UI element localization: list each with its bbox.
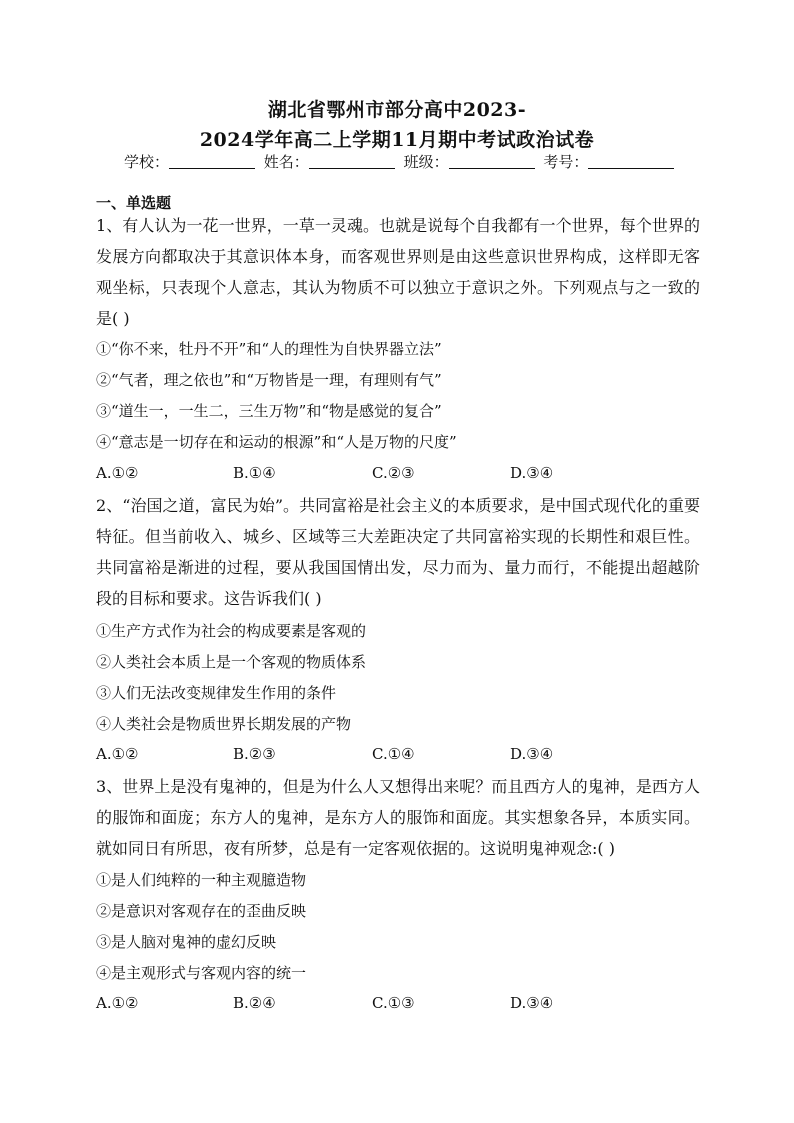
question-3-option-3: ③是人脑对鬼神的虚幻反映 bbox=[96, 933, 277, 951]
school-blank[interactable] bbox=[169, 154, 255, 169]
question-1-answer-b[interactable]: B.①④ bbox=[233, 464, 276, 482]
question-2-option-1: ①生产方式作为社会的构成要素是客观的 bbox=[96, 622, 367, 640]
question-3-option-4: ④是主观形式与客观内容的统一 bbox=[96, 964, 307, 982]
question-1-option-3: ③“道生一，一生二，三生万物”和“物是感觉的复合” bbox=[96, 402, 442, 420]
class-blank[interactable] bbox=[449, 154, 535, 169]
student-info-fields bbox=[124, 151, 684, 172]
question-2-answer-a[interactable]: A.①② bbox=[96, 745, 139, 763]
exam-number-blank[interactable] bbox=[588, 154, 674, 169]
question-3-answer-d[interactable]: D.③④ bbox=[510, 994, 554, 1012]
name-blank[interactable] bbox=[309, 154, 395, 169]
question-1-answer-c[interactable]: C.②③ bbox=[372, 464, 415, 482]
class-label: 班级： bbox=[403, 153, 449, 171]
question-3-answer-b[interactable]: B.②④ bbox=[233, 994, 276, 1012]
question-3-stem: 3、世界上是没有鬼神的，但是为什么人又想得出来呢？而且西方人的鬼神，是西方人的服饰和面庞；东方人的鬼神，是东方人的服饰和面庞。其实想象各异，本质实同。就如同日有所思，夜有所梦，总是有一定客观依据的。这说明鬼神观念:( ) bbox=[96, 777, 700, 858]
question-2-option-3: ③人们无法改变规律发生作用的条件 bbox=[96, 684, 337, 702]
question-1-answer-a[interactable]: A.①② bbox=[96, 464, 139, 482]
exam-title-line1: 湖北省鄂州市部分高中2023- bbox=[267, 99, 527, 121]
question-2-answer-d[interactable]: D.③④ bbox=[510, 745, 554, 763]
question-1-option-1: ①“你不来，牡丹不开”和“人的理性为自快界器立法” bbox=[96, 340, 442, 358]
question-2-option-2: ②人类社会本质上是一个客观的物质体系 bbox=[96, 653, 367, 671]
school-label: 学校： bbox=[124, 153, 170, 171]
question-2-answer-b[interactable]: B.②③ bbox=[233, 745, 276, 763]
question-3-option-2: ②是意识对客观存在的歪曲反映 bbox=[96, 902, 307, 920]
question-1-answer-d[interactable]: D.③④ bbox=[510, 464, 554, 482]
question-2-option-4: ④人类社会是物质世界长期发展的产物 bbox=[96, 715, 352, 733]
exam-title-line2: 2024学年高二上学期11月期中考试政治试卷 bbox=[199, 129, 595, 151]
section-heading: 一、单选题 bbox=[96, 194, 172, 212]
question-2-answer-c[interactable]: C.①④ bbox=[372, 745, 415, 763]
exam-number-label: 考号： bbox=[543, 153, 589, 171]
question-3-answer-a[interactable]: A.①② bbox=[96, 994, 139, 1012]
question-3-answer-c[interactable]: C.①③ bbox=[372, 994, 415, 1012]
question-1-option-2: ②“气者，理之依也”和“万物皆是一理，有理则有气” bbox=[96, 371, 442, 389]
name-label: 姓名： bbox=[263, 153, 309, 171]
question-2-stem: 2、“治国之道，富民为始”。共同富裕是社会主义的本质要求，是中国式现代化的重要特征。但当前收入、城乡、区域等三大差距决定了共同富裕实现的长期性和艰巨性。共同富裕是渐进的过程，要从我国国情出发，尽力而为、量力而行，不能提出超越阶段的目标和要求。这告诉我们( ) bbox=[96, 496, 700, 608]
question-1-stem: 1、有人认为一花一世界，一草一灵魂。也就是说每个自我都有一个世界，每个世界的发展方向都取决于其意识体本身，而客观世界则是由这些意识世界构成，这样即无客观坐标，只表现个人意志，其认为物质不可以独立于意识之外。下列观点与之一致的是( ) bbox=[96, 216, 700, 328]
question-1-option-4: ④“意志是一切存在和运动的根源”和“人是万物的尺度” bbox=[96, 433, 457, 451]
question-3-option-1: ①是人们纯粹的一种主观臆造物 bbox=[96, 871, 307, 889]
